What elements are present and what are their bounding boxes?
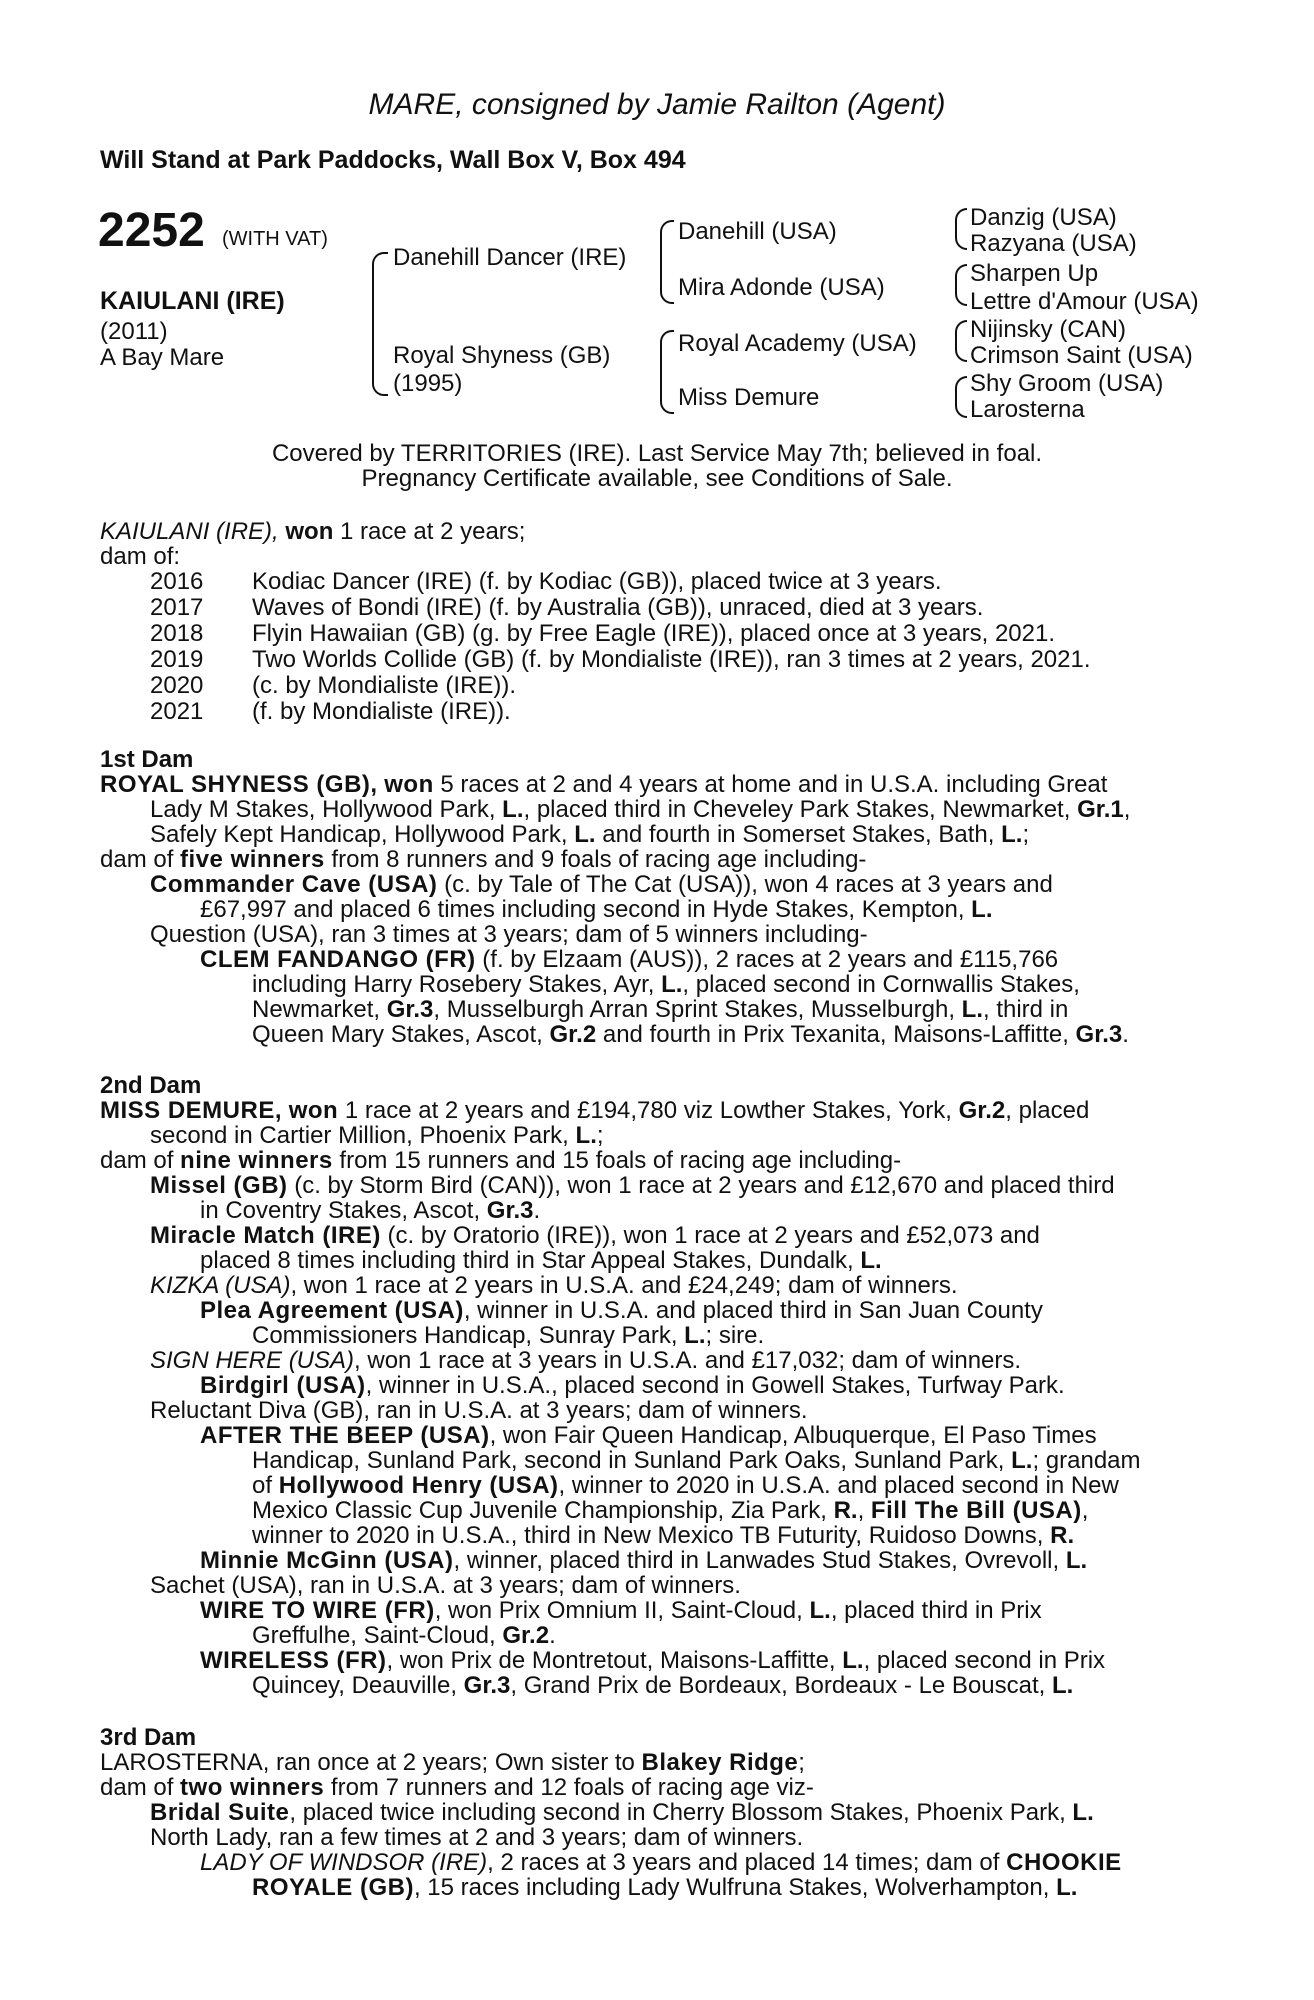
text-line: Birdgirl (USA), winner in U.S.A., placed second in Gowell Stakes, Turfway Park. — [200, 1372, 1065, 1399]
text-line: Quincey, Deauville, Gr.3, Grand Prix de Bordeaux, Bordeaux - Le Bouscat, L. — [252, 1672, 1074, 1699]
progeny-year: 2018 — [150, 620, 204, 647]
pedigree-brace — [955, 320, 967, 362]
progeny-item: Flyin Hawaiian (GB) (g. by Free Eagle (IRE)), placed once at 3 years, 2021. — [252, 620, 1056, 647]
progeny-item: Waves of Bondi (IRE) (f. by Australia (GB)), unraced, died at 3 years. — [252, 594, 984, 621]
pedigree-sire-dam: Mira Adonde (USA) — [678, 274, 885, 301]
pedigree-brace — [955, 264, 967, 306]
section-heading: 3rd Dam — [100, 1724, 197, 1751]
text-line: WIRELESS (FR), won Prix de Montretout, Maisons-Laffitte, L., placed second in Prix — [200, 1647, 1106, 1674]
text-line: Minnie McGinn (USA), winner, placed third in Lanwades Stud Stakes, Ovrevoll, L. — [200, 1547, 1088, 1574]
page-title: MARE, consigned by Jamie Railton (Agent) — [368, 88, 946, 121]
text-line: North Lady, ran a few times at 2 and 3 years; dam of winners. — [150, 1824, 804, 1851]
text-line: placed 8 times including third in Star Appeal Stakes, Dundalk, L. — [200, 1247, 882, 1274]
progeny-year: 2016 — [150, 568, 204, 595]
pedigree-dam-dam: Miss Demure — [678, 384, 820, 411]
text-line: Greffulhe, Saint-Cloud, Gr.2. — [252, 1622, 556, 1649]
progeny-year: 2021 — [150, 698, 204, 725]
text-line: LAROSTERNA, ran once at 2 years; Own sister to Blakey Ridge; — [100, 1749, 805, 1776]
progeny-item: (c. by Mondialiste (IRE)). — [252, 672, 517, 699]
text-line: MISS DEMURE, won 1 race at 2 years and £194,780 viz Lowther Stakes, York, Gr.2, placed — [100, 1097, 1090, 1124]
text-line: SIGN HERE (USA), won 1 race at 3 years in U.S.A. and £17,032; dam of winners. — [150, 1347, 1022, 1374]
horse-name: KAIULANI (IRE) — [100, 287, 285, 315]
text-line: Safely Kept Handicap, Hollywood Park, L. and fourth in Somerset Stakes, Bath, L.; — [150, 821, 1030, 848]
text-line: LADY OF WINDSOR (IRE), 2 races at 3 years and placed 14 times; dam of CHOOKIE — [200, 1849, 1122, 1876]
pedigree-dds: Shy Groom (USA) — [970, 370, 1164, 397]
stand-location: Will Stand at Park Paddocks, Wall Box V, Box 494 — [100, 146, 686, 174]
text-line: Handicap, Sunland Park, second in Sunland Park Oaks, Sunland Park, L.; grandam — [252, 1447, 1141, 1474]
text-line: Reluctant Diva (GB), ran in U.S.A. at 3 years; dam of winners. — [150, 1397, 808, 1424]
pedigree-brace — [955, 376, 967, 418]
pedigree-sire-sire: Danehill (USA) — [678, 218, 837, 245]
progeny-item: Kodiac Dancer (IRE) (f. by Kodiac (GB)), placed twice at 3 years. — [252, 568, 942, 595]
progeny-year: 2020 — [150, 672, 204, 699]
pedigree-dam: Royal Shyness (GB) — [393, 342, 611, 369]
dam-of-label: dam of: — [100, 543, 181, 570]
text-line: in Coventry Stakes, Ascot, Gr.3. — [200, 1197, 541, 1224]
pedigree-brace — [372, 252, 388, 396]
text-line: Commander Cave (USA) (c. by Tale of The Cat (USA)), won 4 races at 3 years and — [150, 871, 1053, 898]
horse-description: A Bay Mare — [100, 344, 225, 371]
text-line: including Harry Rosebery Stakes, Ayr, L., placed second in Cornwallis Stakes, — [252, 971, 1080, 998]
text-line: Commissioners Handicap, Sunray Park, L.; sire. — [252, 1322, 765, 1349]
pedigree-sds: Sharpen Up — [970, 260, 1099, 287]
text-line: winner to 2020 in U.S.A., third in New Mexico TB Futurity, Ruidoso Downs, R. — [252, 1522, 1075, 1549]
text-line: dam of five winners from 8 runners and 9 foals of racing age including- — [100, 846, 867, 873]
progeny-item: (f. by Mondialiste (IRE)). — [252, 698, 511, 725]
section-heading: 1st Dam — [100, 746, 194, 773]
text-line: of Hollywood Henry (USA), winner to 2020 in U.S.A. and placed second in New — [252, 1472, 1119, 1499]
text-line: KIZKA (USA), won 1 race at 2 years in U.S.A. and £24,249; dam of winners. — [150, 1272, 958, 1299]
text-line: Missel (GB) (c. by Storm Bird (CAN)), won 1 race at 2 years and £12,670 and placed third — [150, 1172, 1115, 1199]
text-line: ROYALE (GB), 15 races including Lady Wulfruna Stakes, Wolverhampton, L. — [252, 1874, 1078, 1901]
vat-note: (WITH VAT) — [222, 228, 328, 250]
text-line: dam of nine winners from 15 runners and 15 foals of racing age including- — [100, 1147, 902, 1174]
text-line: dam of two winners from 7 runners and 12 foals of racing age viz- — [100, 1774, 814, 1801]
text-line: £67,997 and placed 6 times including second in Hyde Stakes, Kempton, L. — [200, 896, 993, 923]
section-heading: 2nd Dam — [100, 1072, 202, 1099]
text-line: AFTER THE BEEP (USA), won Fair Queen Handicap, Albuquerque, El Paso Times — [200, 1422, 1097, 1449]
covered-note: Covered by TERRITORIES (IRE). Last Service May 7th; believed in foal. — [271, 440, 1043, 467]
pregnancy-note: Pregnancy Certificate available, see Conditions of Sale. — [361, 465, 953, 492]
horse-year: (2011) — [100, 318, 168, 345]
pedigree-ssd: Razyana (USA) — [970, 230, 1137, 257]
progeny-year: 2019 — [150, 646, 204, 673]
text-line: CLEM FANDANGO (FR) (f. by Elzaam (AUS)), 2 races at 2 years and £115,766 — [200, 946, 1059, 973]
pedigree-ddd: Larosterna — [970, 396, 1085, 423]
pedigree-sdd: Lettre d'Amour (USA) — [970, 288, 1199, 315]
text-line: Newmarket, Gr.3, Musselburgh Arran Sprint Stakes, Musselburgh, L., third in — [252, 996, 1069, 1023]
text-line: Lady M Stakes, Hollywood Park, L., placed third in Cheveley Park Stakes, Newmarket, Gr.1, — [150, 796, 1131, 823]
progeny-year: 2017 — [150, 594, 204, 621]
pedigree-sss: Danzig (USA) — [970, 204, 1117, 231]
text-line: Question (USA), ran 3 times at 3 years; dam of 5 winners including- — [150, 921, 868, 948]
text-line: second in Cartier Million, Phoenix Park, L.; — [150, 1122, 604, 1149]
progeny-item: Two Worlds Collide (GB) (f. by Mondialiste (IRE)), ran 3 times at 2 years, 2021. — [252, 646, 1091, 673]
lot-number: 2252 — [98, 204, 205, 257]
mare-record: KAIULANI (IRE), won 1 race at 2 years; — [100, 518, 526, 545]
pedigree-brace — [660, 330, 674, 414]
text-line: Queen Mary Stakes, Ascot, Gr.2 and fourth in Prix Texanita, Maisons-Laffitte, Gr.3. — [252, 1021, 1129, 1048]
pedigree-dsd: Crimson Saint (USA) — [970, 342, 1193, 369]
pedigree-dss: Nijinsky (CAN) — [970, 316, 1126, 343]
text-line: Sachet (USA), ran in U.S.A. at 3 years; dam of winners. — [150, 1572, 741, 1599]
pedigree-dam-sire: Royal Academy (USA) — [678, 330, 917, 357]
pedigree-brace — [660, 220, 674, 304]
text-line: Plea Agreement (USA), winner in U.S.A. and placed third in San Juan County — [200, 1297, 1043, 1324]
pedigree-sire: Danehill Dancer (IRE) — [393, 244, 627, 271]
pedigree-brace — [955, 208, 967, 250]
text-line: Bridal Suite, placed twice including second in Cherry Blossom Stakes, Phoenix Park, L. — [150, 1799, 1094, 1826]
text-line: ROYAL SHYNESS (GB), won 5 races at 2 and 4 years at home and in U.S.A. including Great — [100, 771, 1108, 798]
text-line: Mexico Classic Cup Juvenile Championship, Zia Park, R., Fill The Bill (USA), — [252, 1497, 1089, 1524]
text-line: Miracle Match (IRE) (c. by Oratorio (IRE)), won 1 race at 2 years and £52,073 and — [150, 1222, 1040, 1249]
pedigree-dam-year: (1995) — [393, 370, 463, 397]
text-line: WIRE TO WIRE (FR), won Prix Omnium II, Saint-Cloud, L., placed third in Prix — [200, 1597, 1042, 1624]
